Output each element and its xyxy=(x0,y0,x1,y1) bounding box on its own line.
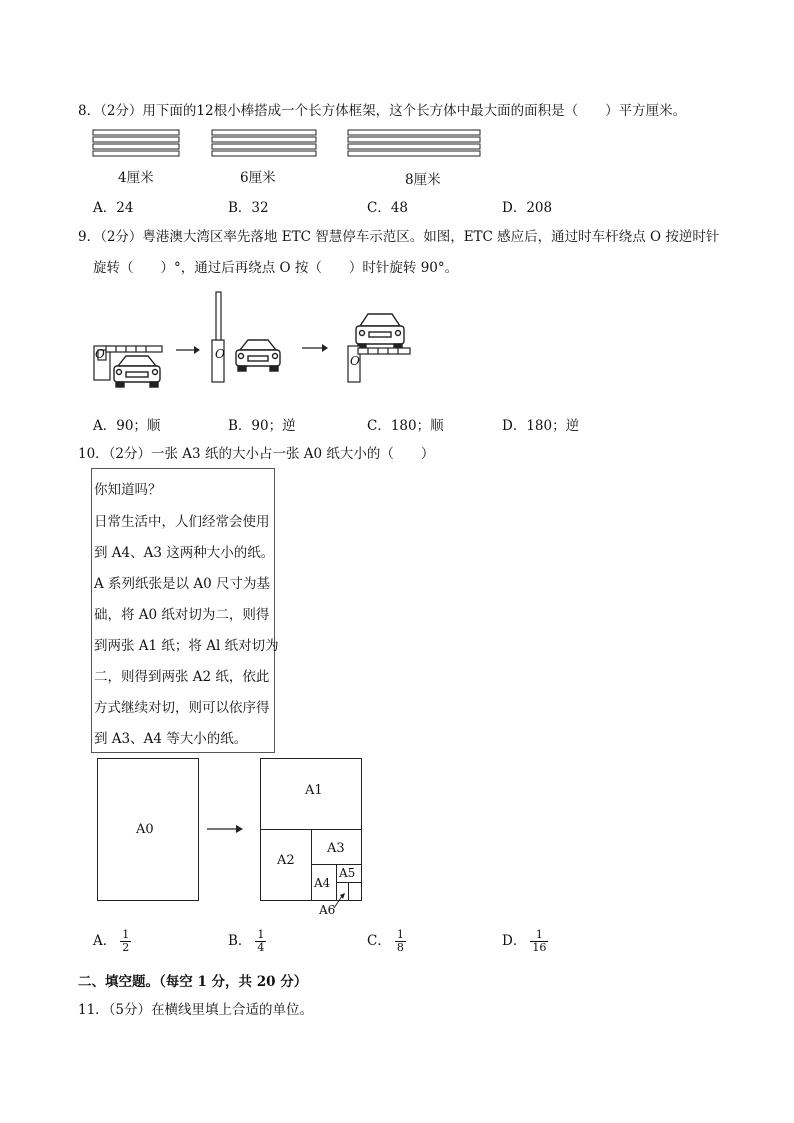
paper-a5-label: A5 xyxy=(339,866,356,880)
q8-option-a[interactable]: A．24 xyxy=(93,200,134,216)
q8-option-b[interactable]: B．32 xyxy=(228,200,269,216)
did-you-know-box xyxy=(91,468,279,753)
box-line-1: 你知道吗？ xyxy=(94,482,162,498)
q10-option-a[interactable] xyxy=(93,929,131,954)
q10-option-c-letter: C． xyxy=(367,933,391,949)
q8-option-c[interactable]: C．48 xyxy=(367,200,409,216)
q10-option-d-fraction: $\frac{1}{16}$ xyxy=(532,928,547,954)
pivot-label-o-1: O xyxy=(95,347,105,361)
box-line-7: 二，则得到两张 A2 纸，依此 xyxy=(94,669,270,685)
box-line-3: 到 A4、A3 这两种大小的纸。 xyxy=(94,545,275,561)
car-2 xyxy=(236,340,280,371)
pivot-label-o-2: O xyxy=(215,347,225,361)
barrier-open xyxy=(212,292,224,382)
paper-a6-label: A6 xyxy=(319,903,336,917)
q8-text: 8．（2分）用下面的12根小棒搭成一个长方体框架，这个长方体中最大面的面积是（ ）平方厘米。 xyxy=(78,103,687,119)
box-line-2: 日常生活中，人们经常会使用 xyxy=(94,514,270,530)
box-line-5: 础，将 A0 纸对切为二，则得 xyxy=(94,607,270,623)
q9-text-line2: 旋转（ ）°，通过后再绕点 O 按（ ）时针旋转 90°。 xyxy=(93,260,459,276)
stick-label-4cm: 4厘米 xyxy=(118,170,154,186)
q9-option-d[interactable]: D．180；逆 xyxy=(502,418,580,434)
q10-option-c-fraction: $\frac{1}{8}$ xyxy=(396,928,404,954)
stick-bundle-6cm xyxy=(212,130,316,156)
q10-option-d[interactable] xyxy=(502,929,548,954)
box-line-6: 到两张 A1 纸；将 Al 纸对切为 xyxy=(94,638,279,654)
stick-label-8cm: 8厘米 xyxy=(405,172,441,188)
q10-option-b-letter: B． xyxy=(228,933,252,949)
car-3 xyxy=(356,314,404,349)
car-1 xyxy=(114,356,160,387)
paper-a3-label: A3 xyxy=(327,841,345,856)
q8-sticks-figure xyxy=(92,128,492,168)
box-line-4: A 系列纸张是以 A0 尺寸为基 xyxy=(94,576,270,592)
q10-option-b[interactable] xyxy=(228,929,266,954)
stick-label-6cm: 6厘米 xyxy=(240,170,276,186)
stick-bundle-8cm xyxy=(348,130,480,156)
box-line-9: 到 A3、A4 等大小的纸。 xyxy=(94,731,248,747)
q8-option-d[interactable]: D．208 xyxy=(502,200,553,216)
pivot-label-o-3: O xyxy=(350,354,360,368)
paper-a4-label: A4 xyxy=(314,876,331,890)
q10-option-b-fraction: $\frac{1}{4}$ xyxy=(257,928,265,954)
paper-arrow xyxy=(207,824,247,834)
q10-option-d-letter: D． xyxy=(502,933,527,949)
q9-option-a[interactable]: A．90；顺 xyxy=(93,418,161,434)
paper-a1-label: A1 xyxy=(305,783,323,798)
box-line-8: 方式继续对切，则可以依序得 xyxy=(94,700,270,716)
paper-a0-label: A0 xyxy=(136,822,154,837)
q9-parking-barrier-figure xyxy=(90,288,430,418)
q10-option-c[interactable] xyxy=(367,929,406,954)
stick-bundle-4cm xyxy=(93,130,179,156)
q9-text-line1: 9．（2分）粤港澳大湾区率先落地 ETC 智慧停车示范区。如图，ETC 感应后，通过时车杆绕点 O 按逆时针 xyxy=(78,229,720,245)
a6-pointer-arrow xyxy=(332,892,352,912)
q10-option-a-fraction: $\frac{1}{2}$ xyxy=(122,928,130,954)
paper-a2-label: A2 xyxy=(277,853,295,868)
section-2-title: 二、填空题。（每空 1 分，共 20 分） xyxy=(78,974,308,990)
q10-text: 10．（2分）一张 A3 纸的大小占一张 A0 纸大小的（ ） xyxy=(78,446,435,462)
q9-option-c[interactable]: C．180；顺 xyxy=(367,418,444,434)
q11-text: 11．（5分）在横线里填上合适的单位。 xyxy=(78,1002,314,1018)
q10-option-a-letter: A． xyxy=(93,933,117,949)
q9-option-b[interactable]: B．90；逆 xyxy=(228,418,296,434)
